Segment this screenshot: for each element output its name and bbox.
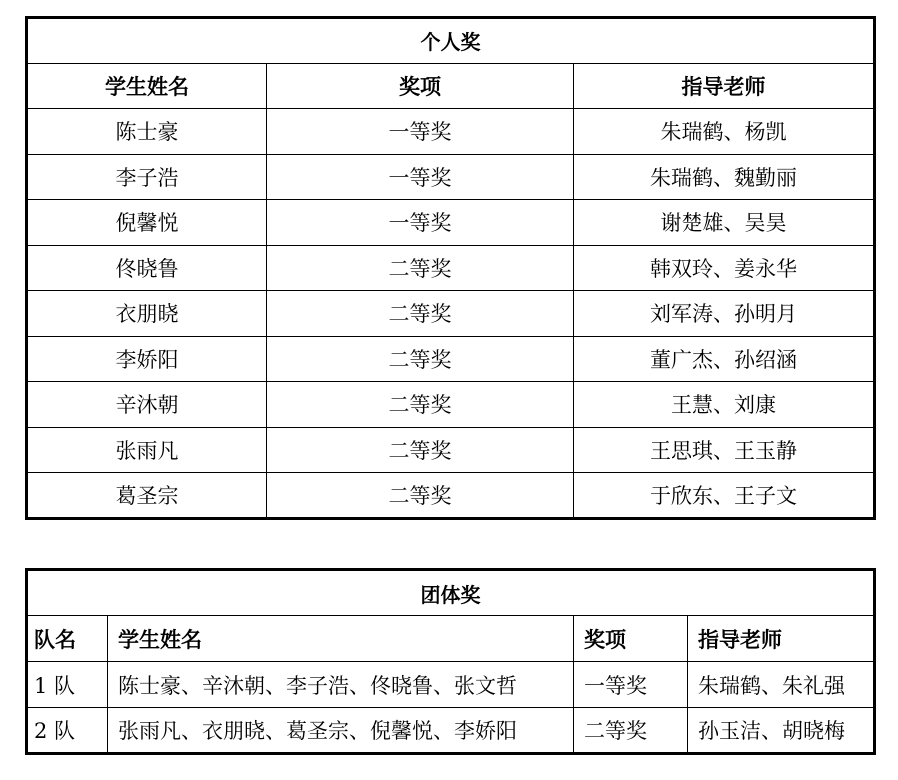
- advisor-cell: 朱瑞鹤、杨凯: [574, 109, 875, 155]
- header-advisor: 指导老师: [688, 616, 875, 662]
- student-name-cell: 辛沐朝: [27, 382, 267, 428]
- advisor-cell: 朱瑞鹤、魏勤丽: [574, 154, 875, 200]
- table-row: [27, 336, 875, 382]
- advisor-cell: 王慧、刘康: [574, 382, 875, 428]
- team-members-cell: 张雨凡、衣朋晓、葛圣宗、倪馨悦、李娇阳: [108, 708, 574, 754]
- header-award: 奖项: [267, 63, 574, 109]
- award-cell: 二等奖: [267, 245, 574, 291]
- advisor-cell: 韩双玲、姜永华: [574, 245, 875, 291]
- table-title-row: [27, 570, 875, 616]
- award-cell: 二等奖: [267, 427, 574, 473]
- student-name-cell: 李娇阳: [27, 336, 267, 382]
- student-name-cell: 葛圣宗: [27, 473, 267, 519]
- advisor-cell: 于欣东、王子文: [574, 473, 875, 519]
- header-student-names: 学生姓名: [108, 616, 574, 662]
- award-cell: 二等奖: [267, 336, 574, 382]
- advisor-cell: 王思琪、王玉静: [574, 427, 875, 473]
- student-name-cell: 倪馨悦: [27, 200, 267, 246]
- advisor-cell: 董广杰、孙绍涵: [574, 336, 875, 382]
- table-title-row: [27, 18, 875, 64]
- table-header-row: [27, 63, 875, 109]
- table-row: [27, 662, 875, 708]
- header-award: 奖项: [574, 616, 688, 662]
- student-name-cell: 陈士豪: [27, 109, 267, 155]
- award-cell: 一等奖: [574, 662, 688, 708]
- award-cell: 一等奖: [267, 109, 574, 155]
- table-row: [27, 708, 875, 754]
- award-cell: 二等奖: [574, 708, 688, 754]
- award-cell: 二等奖: [267, 382, 574, 428]
- advisor-cell: 刘军涛、孙明月: [574, 291, 875, 337]
- team-name-cell: 2 队: [27, 708, 108, 754]
- table-row: [27, 291, 875, 337]
- table-row: [27, 473, 875, 519]
- header-advisor: 指导老师: [574, 63, 875, 109]
- student-name-cell: 佟晓鲁: [27, 245, 267, 291]
- individual-award-table: [25, 16, 876, 520]
- table-row: [27, 245, 875, 291]
- team-name-cell: 1 队: [27, 662, 108, 708]
- team-award-table: [25, 568, 876, 755]
- table-header-row: [27, 616, 875, 662]
- award-cell: 二等奖: [267, 291, 574, 337]
- advisor-cell: 谢楚雄、吴昊: [574, 200, 875, 246]
- header-student-name: 学生姓名: [27, 63, 267, 109]
- award-cell: 一等奖: [267, 200, 574, 246]
- advisor-cell: 孙玉洁、胡晓梅: [688, 708, 875, 754]
- award-cell: 二等奖: [267, 473, 574, 519]
- header-team-name: 队名: [27, 616, 108, 662]
- table-row: [27, 427, 875, 473]
- student-name-cell: 李子浩: [27, 154, 267, 200]
- team-table-title: 团体奖: [27, 570, 875, 616]
- individual-table-title: 个人奖: [27, 18, 875, 64]
- student-name-cell: 张雨凡: [27, 427, 267, 473]
- table-row: [27, 109, 875, 155]
- table-row: [27, 200, 875, 246]
- award-cell: 一等奖: [267, 154, 574, 200]
- table-row: [27, 382, 875, 428]
- advisor-cell: 朱瑞鹤、朱礼强: [688, 662, 875, 708]
- student-name-cell: 衣朋晓: [27, 291, 267, 337]
- table-row: [27, 154, 875, 200]
- team-members-cell: 陈士豪、辛沐朝、李子浩、佟晓鲁、张文哲: [108, 662, 574, 708]
